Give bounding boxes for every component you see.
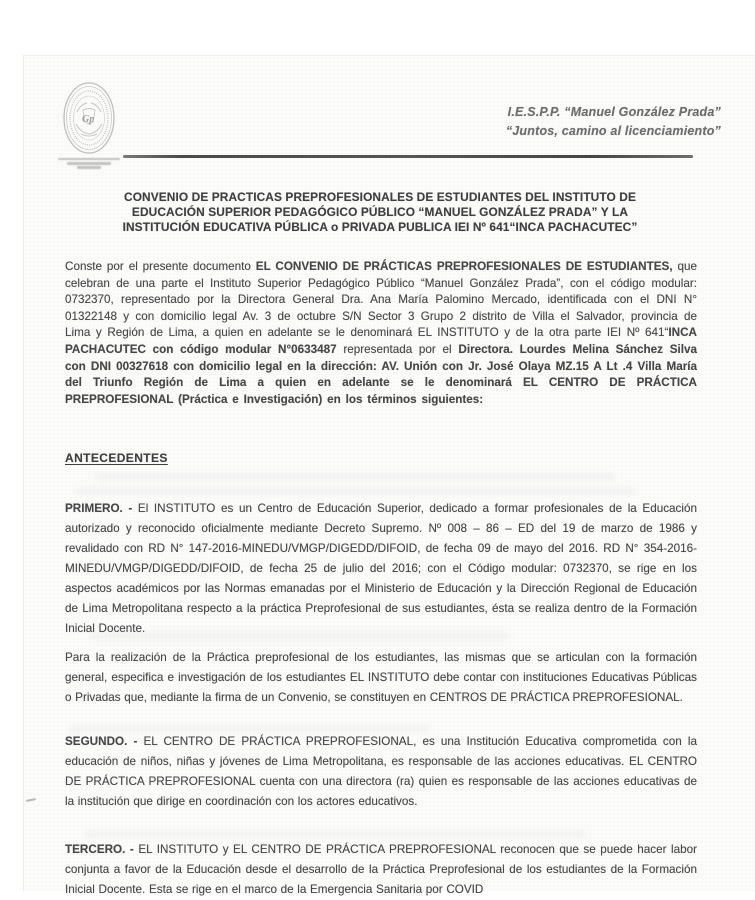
institutional-seal-icon	[63, 82, 115, 154]
title-line-2: EDUCACIÓN SUPERIOR PEDAGÓGICO PÚBLICO “MANUEL GONZÁLEZ PRADA” Y LA	[131, 205, 629, 220]
intro-run-6-bold: Directora. Lourdes Melina Sánchez Silva con DNI 00327618 con domicilio legal en la dirección: AV. Unión con Jr. José Olaya MZ.15 A Lt .4 Villa María del Triunfo Región de Lima a quien en adelante se le denominará EL CENTRO DE PRÁCTICA PREPROFESIONAL (Práctica e Investigación) en los términos siguientes:	[65, 342, 697, 406]
intro-run-5: representada por el	[336, 342, 459, 356]
clause-segundo-body: EL CENTRO DE PRÁCTICA PREPROFESIONAL, es una Institución Educativa comprometida con la educación de niños, niñas y jóvenes de Lima Metropolitana, es responsable de las acciones educativas. EL CENTRO DE PRÁCTICA PREPROFESIONAL cuenta con una directora (ra) quien es responsable de las acciones educativas de la institución que dirige en coordinación con los actores educativos.	[65, 735, 697, 808]
intro-run-3: que celebran de una parte el Instituto Superior Pedagógico Público “Manuel González Prada”, con el código modular: 0732370, representado por la Directora General Dra. Ana María Palomino Mercado, identificada con el DNI N° 01322148 y con domicilio legal Av. 3 de octubre S/N Sector 3 Grupo 2 distrito de Villa el Salvador, provincia de Lima y Región de Lima, a quien en adelante se le denominará EL INSTITUTO y de la otra parte IEI Nº 641“	[65, 260, 697, 340]
clause-primero	[65, 499, 697, 639]
clause-primero-label: PRIMERO. -	[65, 502, 138, 515]
intro-run-1: Conste por el presente documento	[65, 260, 256, 273]
seal-caption-text	[56, 158, 122, 171]
bleedthrough-artifact	[75, 487, 635, 495]
letterhead-institution-name: I.E.S.P.P. “Manuel González Prada”	[507, 105, 721, 119]
clause-tercero-body: EL INSTITUTO y EL CENTRO DE PRÁCTICA PREPROFESIONAL reconocen que se puede hacer labor conjunta a favor de la Educación desde el desarrollo de la Práctica Preprofesional de los estudiantes de la Formación Inicial Docente. Esta se rige en el marco de la Emergencia Sanitaria por COVID	[65, 843, 698, 896]
bleedthrough-artifact	[85, 830, 585, 838]
svg-text:Gp: Gp	[82, 114, 95, 125]
document-title	[63, 190, 697, 236]
bleedthrough-artifact	[70, 725, 430, 733]
letterhead	[506, 103, 721, 140]
paragraph-practica-text: Para la realización de la Práctica preprofesional de los estudiantes, las mismas que se articulan con la formación general, especifica e investigación de los estudiantes EL INSTITUTO debe contar con instituciones Educativas Públicas o Privadas que, mediante la firma de un Convenio, se constituyen en CENTROS DE PRÁCTICA PREPROFESIONAL.	[65, 651, 697, 704]
clause-primero-body: El INSTITUTO es un Centro de Educación Superior, dedicado a formar profesionales de la Educación autorizado y reconocido oficialmente mediante Decreto Supremo. Nº 008 – 86 – ED del 19 de marzo de 1986 y revalidado con RD N° 147-2016-MINEDU/VMGP/DIGEDD/DIFOID, de fecha 09 de mayo del 2016. RD N° 354-2016-MINEDU/VMGP/DIGEDD/DIFOID, de fecha 25 de julio del 2016; con el Código modular: 0732370, se rige en los aspectos académicos por las Normas emanadas por el Ministerio de Educación y la Dirección Regional de Educación de Lima Metropolitana respecto a la práctica Preprofesional de sus estudiantes, ésta se realiza dentro de la Formación Inicial Docente.	[65, 502, 697, 635]
intro-paragraph	[65, 259, 697, 408]
letterhead-divider-line	[123, 155, 693, 158]
letterhead-motto: “Juntos, camino al licenciamiento”	[505, 123, 721, 138]
clause-tercero	[65, 840, 697, 900]
bleedthrough-artifact	[90, 632, 510, 640]
clause-segundo	[65, 732, 697, 812]
bleedthrough-artifact	[95, 473, 615, 481]
intro-run-4-bold: INCA PACHACUTEC con código modular N°0633487	[65, 326, 697, 356]
seal-graphic	[63, 82, 115, 154]
paragraph-practica-realizacion	[65, 648, 697, 708]
title-line-1: CONVENIO DE PRACTICAS PREPROFESIONALES DE ESTUDIANTES DEL INSTITUTO DE	[124, 190, 636, 204]
clause-segundo-label: SEGUNDO. -	[65, 735, 144, 748]
intro-run-2-bold: EL CONVENIO DE PRÁCTICAS PREPROFESIONALES DE ESTUDIANTES,	[255, 260, 673, 273]
clause-tercero-label: TERCERO. -	[65, 843, 139, 856]
antecedentes-heading: ANTECEDENTES	[65, 451, 168, 465]
title-line-3: INSTITUCIÓN EDUCATIVA PÚBLICA o PRIVADA PUBLICA IEI Nº 641“INCA PACHACUTEC”	[122, 220, 638, 235]
